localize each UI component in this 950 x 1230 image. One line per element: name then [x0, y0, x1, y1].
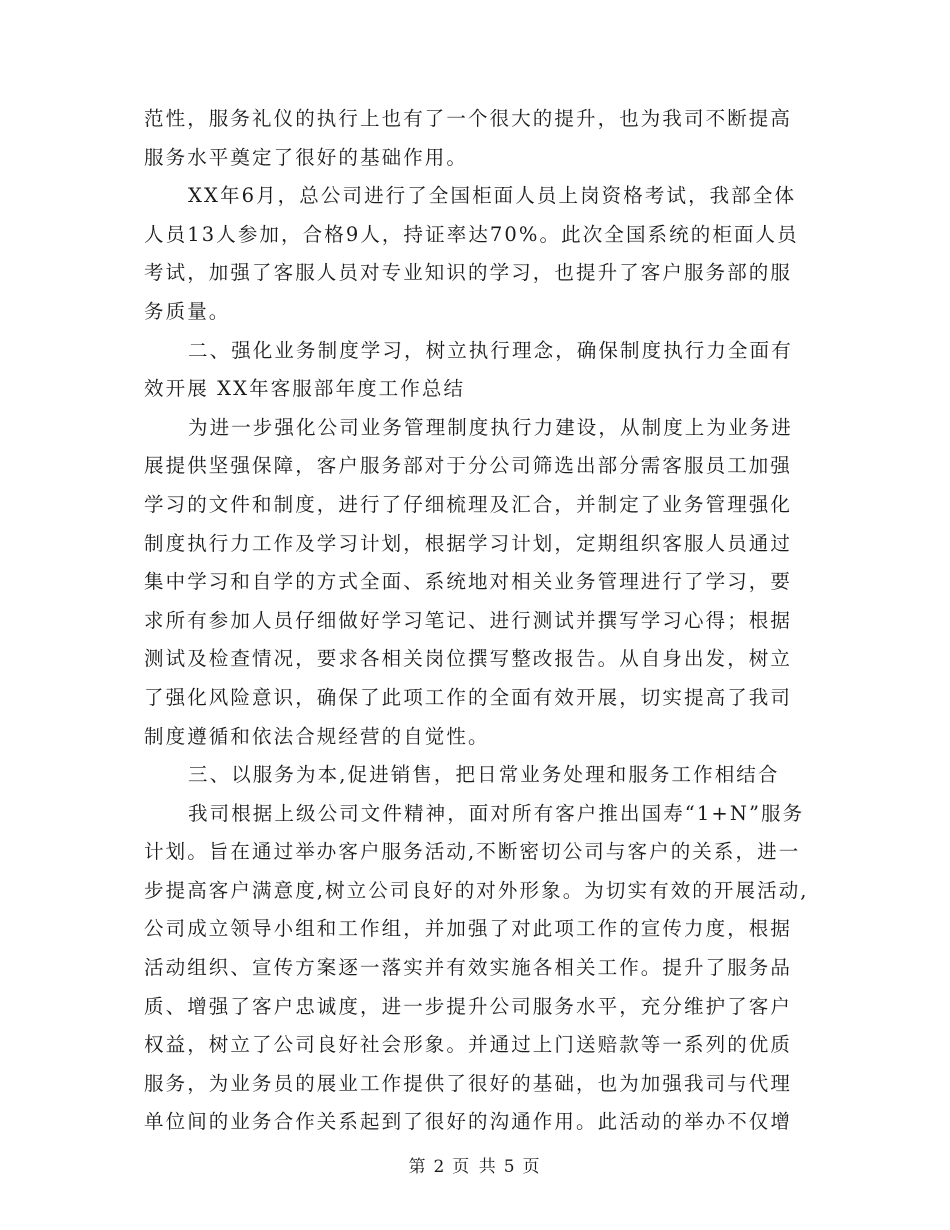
footer-suffix: 页 [522, 1157, 542, 1177]
text-line: 活动组织、宣传方案逐一落实并有效实施各相关工作。提升了服务品 [144, 956, 793, 980]
text-line: 范性，服务礼仪的执行上也有了一个很大的提升，也为我司不断提高 [144, 107, 793, 130]
text-line: 效开展 XX年客服部年度工作总结 [144, 377, 466, 401]
text-line: 为进一步强化公司业务管理制度执行力建设，从制度上为业务进 [188, 415, 793, 439]
text-line: 三、以服务为本,促进销售，把日常业务处理和服务工作相结合 [188, 763, 780, 787]
text-line: 学习的文件和制度，进行了仔细梳理及汇合，并制定了业务管理强化 [144, 492, 793, 516]
text-line: 公司成立领导小组和工作组，并加强了对此项工作的宣传力度，根据 [144, 917, 793, 941]
text-line: 步提高客户满意度,树立公司良好的对外形象。为切实有效的开展活动, [144, 878, 809, 902]
text-line: 单位间的业务合作关系起到了很好的沟通作用。此活动的举办不仅增 [144, 1110, 793, 1134]
text-line: 制度遵循和依法合规经营的自觉性。 [144, 724, 490, 748]
footer-total-pages: 5 [503, 1157, 517, 1177]
document-body [144, 100, 809, 1142]
text-line: 务质量。 [144, 299, 231, 323]
text-line: 测试及检查情况，要求各相关岗位撰写整改报告。从自身出发，树立 [144, 647, 793, 671]
text-line: 展提供坚强保障，客户服务部对于分公司筛选出部分需客服员工加强 [144, 454, 793, 478]
text-line: 服务水平奠定了很好的基础作用。 [144, 145, 469, 169]
text-line: 质、增强了客户忠诚度，进一步提升公司服务水平，充分维护了客户 [144, 994, 793, 1018]
text-line: 制度执行力工作及学习计划，根据学习计划，定期组织客服人员通过 [144, 531, 793, 555]
footer-prefix: 第 [408, 1157, 428, 1177]
text-line: 求所有参加人员仔细做好学习笔记、进行测试并撰写学习心得；根据 [144, 608, 793, 632]
text-line: 人员13人参加，合格9人，持证率达70%。此次全国系统的柜面人员 [144, 222, 799, 246]
text-line: 服务，为业务员的展业工作提供了很好的基础，也为加强我司与代理 [144, 1071, 793, 1095]
text-line: 了强化风险意识，确保了此项工作的全面有效开展，切实提高了我司 [144, 685, 793, 709]
text-line: 考试，加强了客服人员对专业知识的学习，也提升了客户服务部的服 [144, 261, 793, 285]
text-line: XX年6月，总公司进行了全国柜面人员上岗资格考试，我部全体 [188, 184, 797, 208]
text-line: 计划。旨在通过举办客户服务活动,不断密切公司与客户的关系，进一 [144, 840, 801, 864]
text-line: 权益，树立了公司良好社会形象。并通过上门送赔款等一系列的优质 [144, 1033, 793, 1057]
footer-middle: 页 共 [452, 1157, 498, 1177]
page-footer [0, 1152, 950, 1177]
text-line: 我司根据上级公司文件精神，面对所有客户推出国寿“1+N”服务 [188, 801, 805, 825]
text-line: 集中学习和自学的方式全面、系统地对相关业务管理进行了学习，要 [144, 570, 793, 594]
footer-current-page: 2 [433, 1157, 447, 1177]
text-line: 二、强化业务制度学习，树立执行理念，确保制度执行力全面有 [188, 338, 793, 362]
